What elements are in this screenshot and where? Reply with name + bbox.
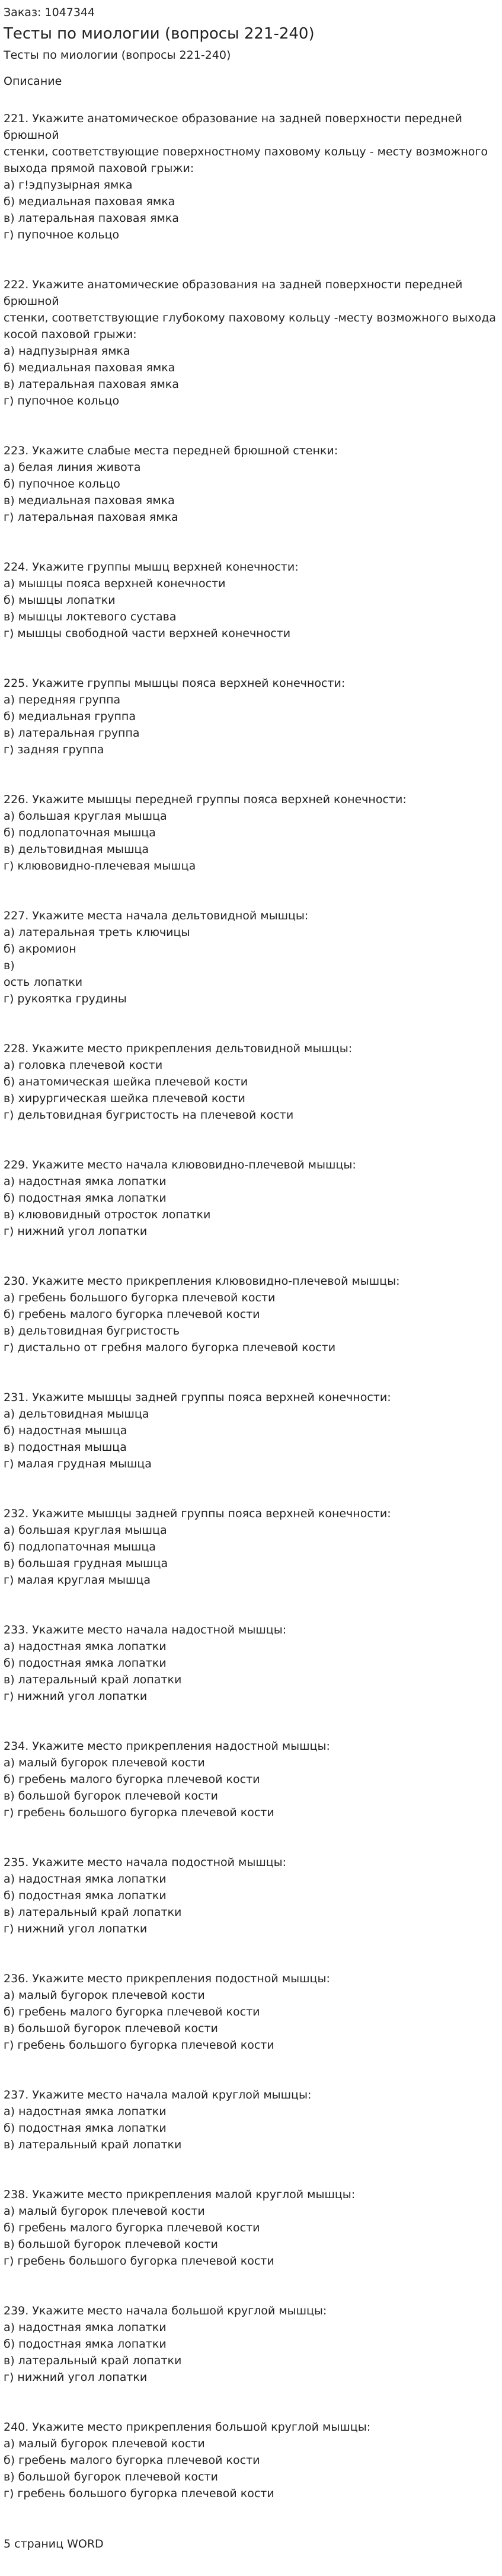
question-text: 240. Укажите место прикрепления большой круглой мышцы: [4,2421,371,2434]
question-line: в) латеральная паховая ямка [4,212,179,225]
question-line: г) дельтовидная бугристость на плечевой кости [4,1109,294,1122]
question-block [4,2186,498,2269]
question-line: в) мышцы локтевого сустава [4,610,177,623]
question-line: б) медиальная паховая ямка [4,361,175,374]
question-line: б) подостная ямка лопатки [4,1657,167,1670]
question-block [4,2087,498,2153]
question-line: г) мышцы свободной части верхней конечности [4,627,291,640]
question-line: б) подостная ямка лопатки [4,2122,167,2135]
question-text: 230. Укажите место прикрепления клювовидно-плечевой мышцы: [4,1275,400,1288]
question-block [4,675,498,758]
question-text: 223. Укажите слабые места передней брюшной стенки: [4,444,338,457]
question-text: 229. Укажите место начала клювовидно-плечевой мышцы: [4,1158,356,1171]
question-block [4,1040,498,1123]
question-text: 237. Укажите место начала малой круглой мышцы: [4,2088,312,2101]
question-text: 225. Укажите группы мышцы пояса верхней конечности: [4,677,346,690]
question-block [4,1854,498,1937]
question-block [4,276,498,409]
question-line: в) латеральный край лопатки [4,1906,182,1919]
question-line: г) гребень большого бугорка плечевой кости [4,2487,274,2500]
page-title: Тесты по миологии (вопросы 221-240) [4,25,315,43]
question-line: г) малая грудная мышца [4,1457,152,1470]
question-line: в) латеральная группа [4,727,140,740]
question-line: б) гребень малого бугорка плечевой кости [4,2454,260,2467]
question-line: б) гребень малого бугорка плечевой кости [4,1308,260,1321]
question-block [4,1157,498,1240]
question-text: 227. Укажите места начала дельтовидной мышцы: [4,909,309,922]
question-line: г) малая круглая мышца [4,1574,151,1587]
question-line: б) подостная ямка лопатки [4,1889,167,1902]
question-line: а) надостная ямка лопатки [4,1873,167,1886]
question-line: г) нижний угол лопатки [4,1690,148,1703]
question-block [4,1389,498,1472]
question-block [4,1505,498,1588]
question-text: 234. Укажите место прикрепления надостной мышцы: [4,1740,330,1753]
question-line: г) гребень большого бугорка плечевой кости [4,1806,274,1819]
question-line: стенки, соответствующие поверхностному паховому кольцу - месту возможного [4,145,488,158]
question-line: ость лопатки [4,976,83,989]
page-count-footer: 5 страниц WORD [4,2537,104,2550]
question-line: а) малый бугорок плечевой кости [4,2205,205,2218]
question-line: г) гребень большого бугорка плечевой кости [4,2255,274,2268]
question-line: а) передняя группа [4,693,121,706]
question-line: г) нижний угол лопатки [4,2371,148,2384]
question-block [4,442,498,526]
question-block [4,2303,498,2386]
question-block [4,791,498,874]
question-text: 231. Укажите мышцы задней группы пояса верхней конечности: [4,1391,391,1404]
question-line: б) надостная мышца [4,1424,127,1437]
question-text: 232. Укажите мышцы задней группы пояса верхней конечности: [4,1507,391,1520]
question-line: в) подостная мышца [4,1441,127,1454]
question-line: б) гребень малого бугорка плечевой кости [4,1773,260,1786]
question-line: г) пупочное кольцо [4,394,120,407]
question-text: 222. Укажите анатомические образования на задней поверхности передней брюшной [4,278,463,308]
question-text: 235. Укажите место начала подостной мышцы: [4,1856,287,1869]
question-line: а) надостная ямка лопатки [4,2105,167,2118]
question-line: в) большой бугорок плечевой кости [4,2238,218,2251]
question-text: 228. Укажите место прикрепления дельтовидной мышцы: [4,1042,353,1055]
question-line: г) нижний угол лопатки [4,1922,148,1935]
question-line: б) мышцы лопатки [4,594,116,607]
question-block [4,1738,498,1821]
question-text: 233. Укажите место начала надостной мышцы: [4,1623,287,1636]
question-block [4,559,498,642]
question-block [4,110,498,243]
question-text: 221. Укажите анатомическое образование на задней поверхности передней брюшной [4,112,462,142]
question-line: б) подостная ямка лопатки [4,2338,167,2351]
question-line: в) большая грудная мышца [4,1557,168,1570]
question-block [4,908,498,1007]
question-line: б) подостная ямка лопатки [4,1192,167,1205]
question-line: выхода прямой паховой грыжи: [4,162,194,175]
order-number: Заказ: 1047344 [4,6,95,19]
question-line: б) гребень малого бугорка плечевой кости [4,2005,260,2018]
question-line: а) малый бугорок плечевой кости [4,1756,205,1769]
question-line: а) белая линия живота [4,461,141,474]
page-subtitle: Тесты по миологии (вопросы 221-240) [4,49,231,62]
question-line: в) большой бугорок плечевой кости [4,1789,218,1803]
question-line: г) клювовидно-плечевая мышца [4,859,196,873]
question-block [4,2419,498,2502]
question-line: г) пупочное кольцо [4,228,120,241]
question-text: 239. Укажите место начала большой круглой мышцы: [4,2304,327,2317]
question-line: в) латеральный край лопатки [4,1673,182,1686]
question-line: б) гребень малого бугорка плечевой кости [4,2221,260,2234]
question-block [4,1622,498,1705]
question-line: в) дельтовидная бугристость [4,1324,180,1338]
question-line: а) малый бугорок плечевой кости [4,2437,205,2450]
question-line: а) мышцы пояса верхней конечности [4,577,226,590]
question-line: б) пупочное кольцо [4,477,120,491]
question-line: в) латеральный край лопатки [4,2138,182,2151]
question-line: г) дистально от гребня малого бугорка плечевой кости [4,1341,336,1354]
question-line: в) латеральная паховая ямка [4,378,179,391]
question-line: в) [4,959,15,972]
question-line: косой паховой грыжи: [4,328,137,341]
question-line: а) г!эдпузырная ямка [4,179,133,192]
question-line: г) задняя группа [4,743,104,756]
question-line: б) анатомическая шейка плечевой кости [4,1075,248,1088]
question-line: а) латеральная треть ключицы [4,926,190,939]
question-line: б) медиальная группа [4,710,136,723]
question-text: 238. Укажите место прикрепления малой круглой мышцы: [4,2188,356,2201]
question-line: г) латеральная паховая ямка [4,511,178,524]
question-line: г) рукоятка грудины [4,992,127,1005]
question-text: 236. Укажите место прикрепления подостной мышцы: [4,1972,330,1985]
question-block [4,1970,498,2053]
question-line: а) надостная ямка лопатки [4,2321,167,2334]
question-text: 226. Укажите мышцы передней группы пояса верхней конечности: [4,793,407,806]
question-line: а) надпузырная ямка [4,345,130,358]
question-line: а) малый бугорок плечевой кости [4,1989,205,2002]
description-label: Описание [4,75,62,88]
question-line: г) гребень большого бугорка плечевой кости [4,2039,274,2052]
question-line: а) дельтовидная мышца [4,1408,149,1421]
question-line: в) клювовидный отросток лопатки [4,1208,211,1221]
question-line: б) подлопаточная мышца [4,826,156,839]
question-line: в) большой бугорок плечевой кости [4,2470,218,2483]
question-line: а) надостная ямка лопатки [4,1640,167,1653]
questions-list [4,110,498,2502]
question-line: в) хирургическая шейка плечевой кости [4,1092,245,1105]
question-line: в) дельтовидная мышца [4,843,149,856]
question-line: стенки, соответствующие глубокому паховому кольцу -месту возможного выхода [4,311,496,324]
question-line: в) латеральный край лопатки [4,2354,182,2367]
question-line: а) большая круглая мышца [4,810,167,823]
question-line: а) головка плечевой кости [4,1059,163,1072]
question-block [4,1273,498,1356]
question-line: б) акромион [4,942,76,956]
question-line: а) гребень большого бугорка плечевой кости [4,1291,276,1304]
question-text: 224. Укажите группы мышц верхней конечности: [4,561,299,574]
question-line: а) надостная ямка лопатки [4,1175,167,1188]
question-line: г) нижний угол лопатки [4,1225,148,1238]
question-line: в) большой бугорок плечевой кости [4,2022,218,2035]
question-line: б) медиальная паховая ямка [4,195,175,208]
question-line: в) медиальная паховая ямка [4,494,175,507]
question-line: а) большая круглая мышца [4,1524,167,1537]
question-line: б) подлопаточная мышца [4,1540,156,1553]
